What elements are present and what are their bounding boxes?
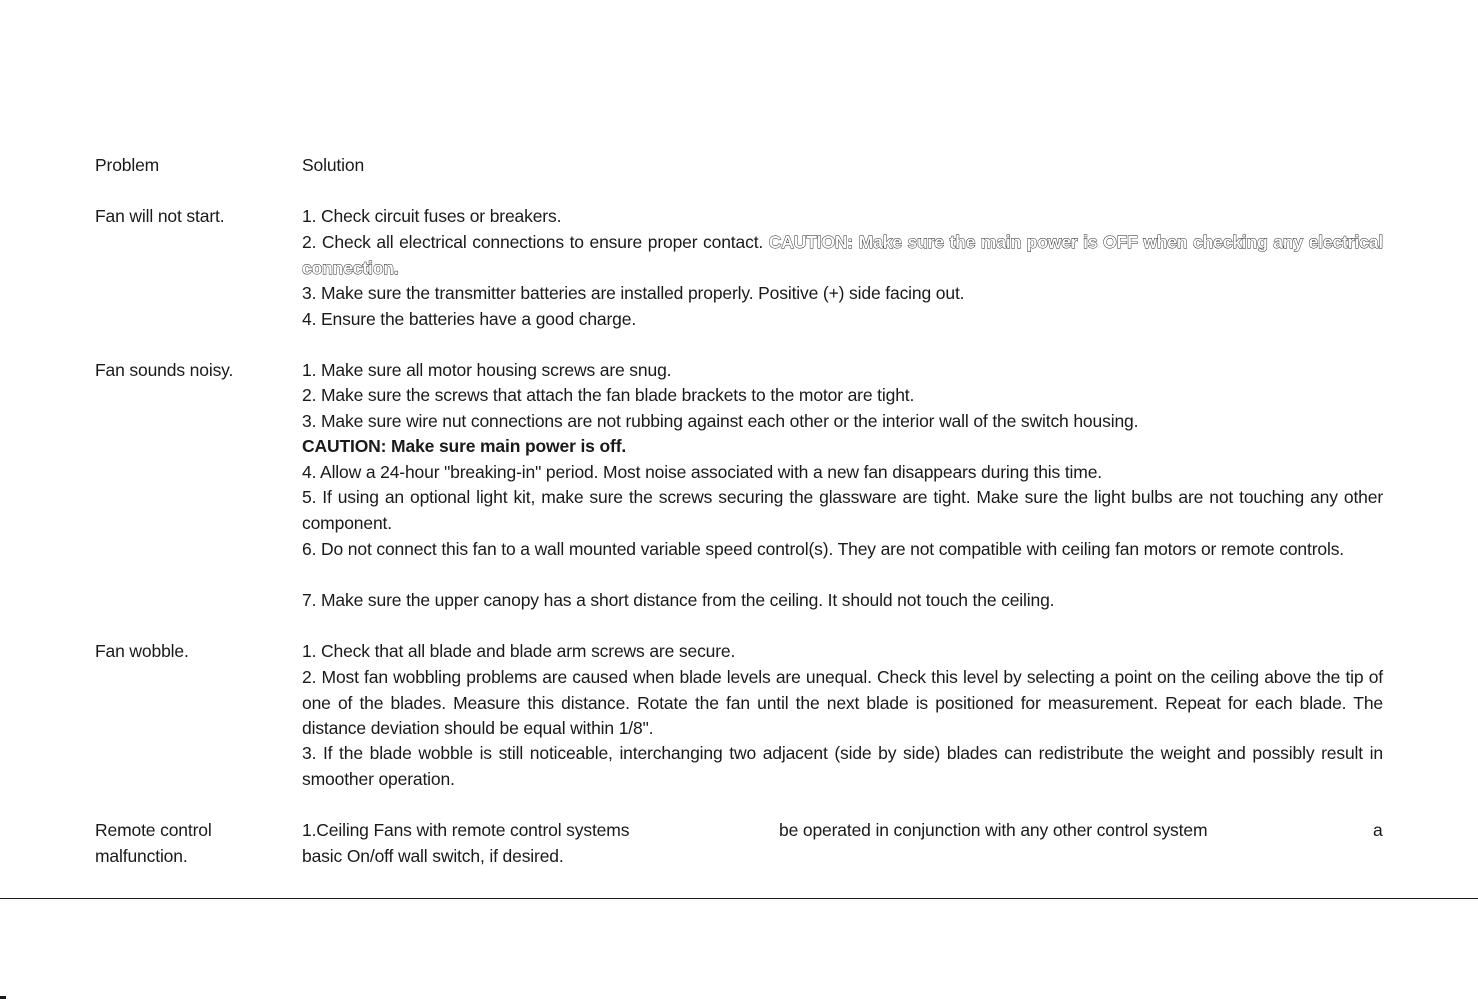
problem-column-header: Problem: [95, 155, 160, 175]
solution-noisy-step-2: 2. Make sure the screws that attach the fan blade brackets to the motor are tight.: [302, 385, 915, 405]
solution-remote-step-1-part-2: be operated in conjunction with any other control system: [779, 820, 1208, 840]
solution-wobble-step-3: 3. If the blade wobble is still noticeable, interchanging two adjacent (side by side) blades can redistribute the weight and possibly result in smoother operation.: [302, 743, 1383, 789]
solution-start-step-1: 1. Check circuit fuses or breakers.: [302, 206, 562, 226]
solution-noisy-step-6: 6. Do not connect this fan to a wall mounted variable speed control(s). They are not compatible with ceiling fan motors or remote controls.: [302, 539, 1345, 559]
solution-start-step-2-text: 2. Check all electrical connections to ensure proper contact.: [302, 232, 769, 252]
solution-wobble-step-2: 2. Most fan wobbling problems are caused when blade levels are unequal. Check this level by selecting a point on the ceiling above the tip of one of the blades. Measure this distance. Rotate the fan until the next blade is positioned for measurement. Repeat for each blade. The distance deviation should be equal within 1/8".: [302, 667, 1383, 738]
solution-noisy-step-4: 4. Allow a 24-hour "breaking-in" period. Most noise associated with a new fan disappears during this time.: [302, 462, 1103, 482]
solution-column-header: Solution: [302, 155, 365, 175]
problem-fan-will-not-start: Fan will not start.: [95, 206, 225, 226]
solution-noisy-step-5: 5. If using an optional light kit, make sure the screws securing the glassware are tight. Make sure the light bulbs are not touching any other component.: [302, 487, 1383, 533]
solution-start-step-4: 4. Ensure the batteries have a good charge.: [302, 309, 637, 329]
problem-fan-wobble: Fan wobble.: [95, 641, 189, 661]
solution-remote-step-1-part-3: a: [1373, 820, 1383, 840]
caution-power-off-checking: CAUTION: Make sure the main power is OFF when checking any electrical connection.: [302, 232, 1383, 278]
problem-remote-control-line-2: malfunction.: [95, 846, 188, 866]
solution-start-step-3: 3. Make sure the transmitter batteries are installed properly. Positive (+) side facing out.: [302, 283, 965, 303]
solution-noisy-step-3: 3. Make sure wire nut connections are not rubbing against each other or the interior wall of the switch housing.: [302, 411, 1139, 431]
problem-fan-sounds-noisy: Fan sounds noisy.: [95, 360, 234, 380]
footer-divider: [0, 898, 1478, 899]
solution-start-step-2: [302, 230, 1383, 281]
solution-wobble-step-1: 1. Check that all blade and blade arm screws are secure.: [302, 641, 736, 661]
problem-remote-control-line-1: Remote control: [95, 820, 212, 840]
caution-main-power-off: CAUTION: Make sure main power is off.: [302, 436, 627, 456]
solution-remote-step-1-part-1: 1.Ceiling Fans with remote control systems: [302, 820, 630, 840]
solution-noisy-step-1: 1. Make sure all motor housing screws are snug.: [302, 360, 672, 380]
solution-remote-step-1-line-2: basic On/off wall switch, if desired.: [302, 846, 564, 866]
solution-noisy-step-7: 7. Make sure the upper canopy has a short distance from the ceiling. It should not touch the ceiling.: [302, 590, 1055, 610]
